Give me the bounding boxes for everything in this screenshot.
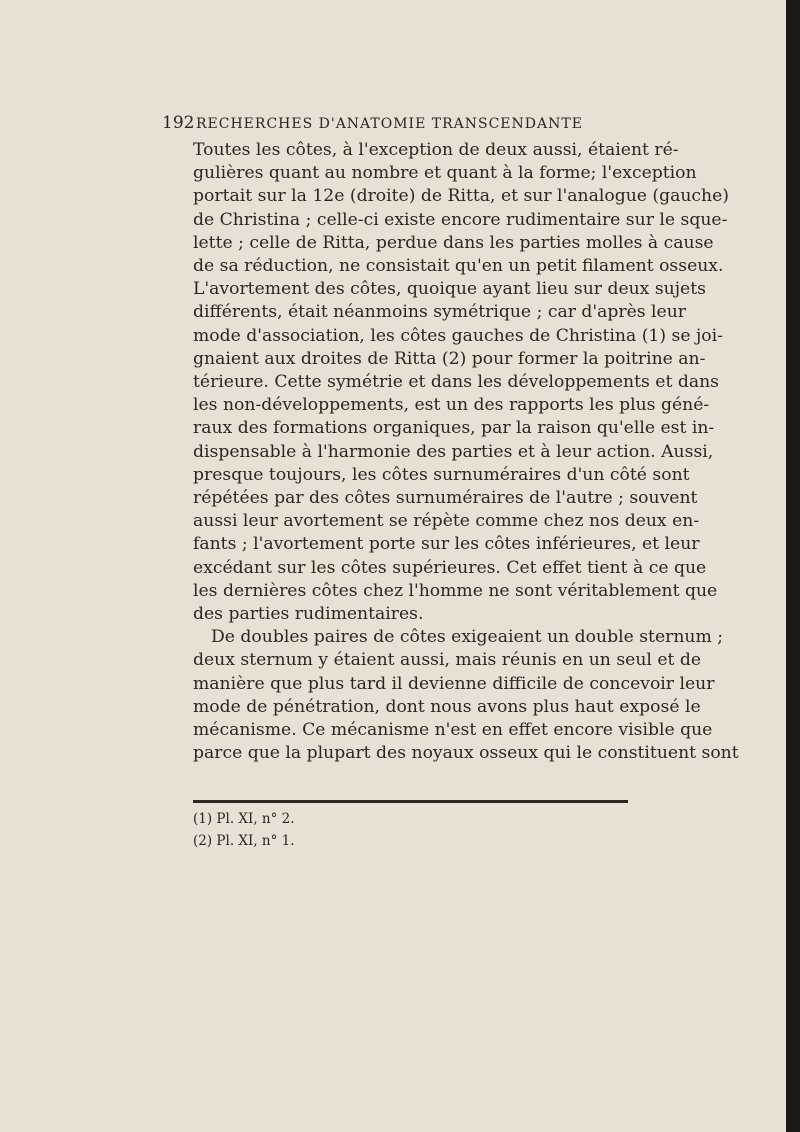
text-line: mode de pénétration, dont nous avons plus haut exposé le xyxy=(193,696,701,717)
footnote: (1) Pl. XI, n° 2. xyxy=(193,811,295,827)
text-line: de sa réduction, ne consistait qu'en un petit filament osseux. xyxy=(193,256,724,277)
text-line: de Christina ; celle-ci existe encore rudimentaire sur le sque- xyxy=(193,209,728,230)
page-number: 192 xyxy=(162,113,195,133)
text-line: mode d'association, les côtes gauches de Christina (1) se joi- xyxy=(193,325,723,346)
text-line: les dernières côtes chez l'homme ne sont véritablement que xyxy=(193,580,718,601)
text-line: fants ; l'avortement porte sur les côtes inférieures, et leur xyxy=(193,534,700,555)
footnote: (2) Pl. XI, n° 1. xyxy=(193,833,295,849)
text-line: mécanisme. Ce mécanisme n'est en effet encore visible que xyxy=(193,720,713,741)
text-line: manière que plus tard il devienne difficile de concevoir leur xyxy=(193,673,715,694)
body-text xyxy=(193,139,739,765)
text-line: répétées par des côtes surnuméraires de l'autre ; souvent xyxy=(193,488,698,509)
footnote-rule xyxy=(193,800,628,803)
text-line: dispensable à l'harmonie des parties et à leur action. Aussi, xyxy=(193,441,714,462)
text-line: portait sur la 12e (droite) de Ritta, et sur l'analogue (gauche) xyxy=(193,186,729,207)
text-line: L'avortement des côtes, quoique ayant lieu sur deux sujets xyxy=(193,279,706,300)
text-line: Toutes les côtes, à l'exception de deux aussi, étaient ré- xyxy=(193,140,679,160)
text-line: excédant sur les côtes supérieures. Cet effet tient à ce que xyxy=(193,557,707,578)
text-line: aussi leur avortement se répète comme chez nos deux en- xyxy=(193,511,700,532)
text-line: lette ; celle de Ritta, perdue dans les parties molles à cause xyxy=(193,232,714,253)
text-line: des parties rudimentaires. xyxy=(193,604,424,625)
text-line: De doubles paires de côtes exigeaient un double sternum ; xyxy=(211,627,724,648)
text-line: presque toujours, les côtes surnuméraires d'un côté sont xyxy=(193,464,690,485)
text-line: différents, était néanmoins symétrique ; car d'après leur xyxy=(193,302,686,323)
page-edge xyxy=(786,0,800,1132)
text-line: parce que la plupart des noyaux osseux qui le constituent sont xyxy=(193,743,739,764)
text-line: deux sternum y étaient aussi, mais réunis en un seul et de xyxy=(193,650,702,671)
text-line: gulières quant au nombre et quant à la forme; l'exception xyxy=(193,163,697,184)
footnotes xyxy=(193,808,295,852)
text-line: les non-développements, est un des rapports les plus géné- xyxy=(193,395,710,416)
running-title: RECHERCHES D'ANATOMIE TRANSCENDANTE xyxy=(196,116,583,132)
text-line: gnaient aux droites de Ritta (2) pour former la poitrine an- xyxy=(193,348,706,369)
text-line: raux des formations organiques, par la raison qu'elle est in- xyxy=(193,418,715,439)
text-line: térieure. Cette symétrie et dans les développements et dans xyxy=(193,372,719,393)
